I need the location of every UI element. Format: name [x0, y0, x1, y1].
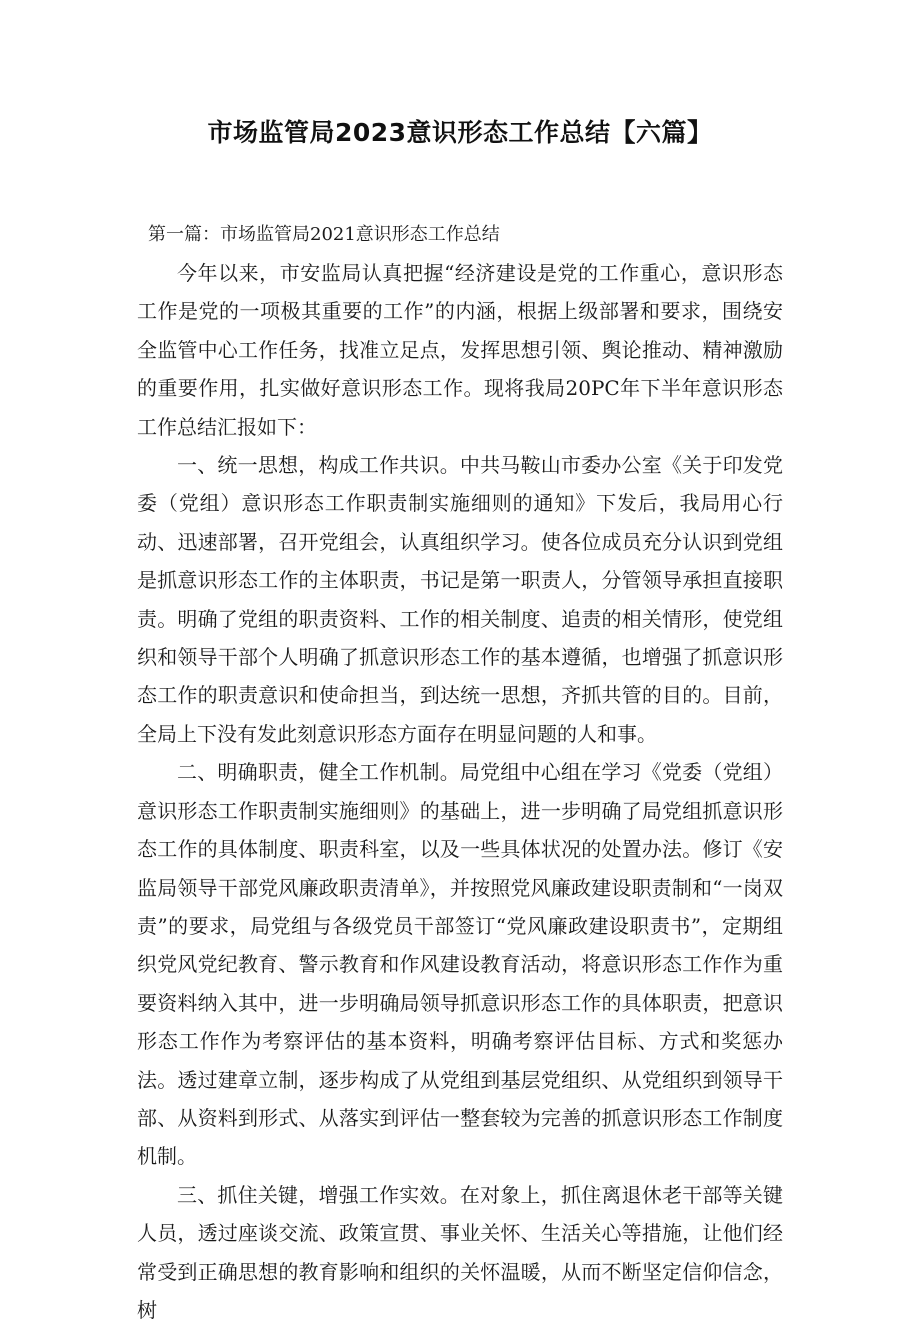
paragraph-grasp-key: 三、抓住关键，增强工作实效。在对象上，抓住离退休老干部等关键人员，透过座谈交流、政策宣贯、事业关怀、生活关心等措施，让他们经常受到正确思想的教育影响和组织的关怀温暖，从而不断坚定信仰信念，树: [137, 1182, 783, 1322]
document-title: 市场监管局2023意识形态工作总结【六篇】: [207, 118, 713, 147]
document-body: [137, 254, 783, 1329]
section-heading: 第一篇：市场监管局2021意识形态工作总结: [148, 224, 500, 245]
paragraph-clarify-duties: 二、明确职责，健全工作机制。局党组中心组在学习《党委（党组）意识形态工作职责制实施细则》的基础上，进一步明确了局党组抓意识形态工作的具体制度、职责科室，以及一些具体状况的处置办法。修订《安监局领导干部党风廉政职责清单》，并按照党风廉政建设职责制和“一岗双责”的要求，局党组与各级党员干部签订“党风廉政建设职责书”，定期组织党风党纪教育、警示教育和作风建设教育活动，将意识形态工作作为重要资料纳入其中，进一步明确局领导抓意识形态工作的具体职责，把意识形态工作作为考察评估的基本资料，明确考察评估目标、方式和奖惩办法。透过建章立制，逐步构成了从党组到基层党组织、从党组织到领导干部、从资料到形式、从落实到评估一整套较为完善的抓意识形态工作制度机制。: [137, 760, 783, 1169]
paragraph-intro: 今年以来，市安监局认真把握“经济建设是党的工作重心，意识形态工作是党的一项极其重要的工作”的内涵，根据上级部署和要求，围绕安全监管中心工作任务，找准立足点，发挥思想引领、舆论推动、精神激励的重要作用，扎实做好意识形态工作。现将我局20PC年下半年意识形态工作总结汇报如下：: [137, 261, 783, 439]
paragraph-unify-thinking: 一、统一思想，构成工作共识。中共马鞍山市委办公室《关于印发党委（党组）意识形态工作职责制实施细则的通知》下发后，我局用心行动、迅速部署，召开党组会，认真组织学习。使各位成员充分认识到党组是抓意识形态工作的主体职责，书记是第一职责人，分管领导承担直接职责。明确了党组的职责资料、工作的相关制度、追责的相关情形，使党组织和领导干部个人明确了抓意识形态工作的基本遵循，也增强了抓意识形态工作的职责意识和使命担当，到达统一思想，齐抓共管的目的。目前，全局上下没有发此刻意识形态方面存在明显问题的人和事。: [137, 453, 783, 746]
